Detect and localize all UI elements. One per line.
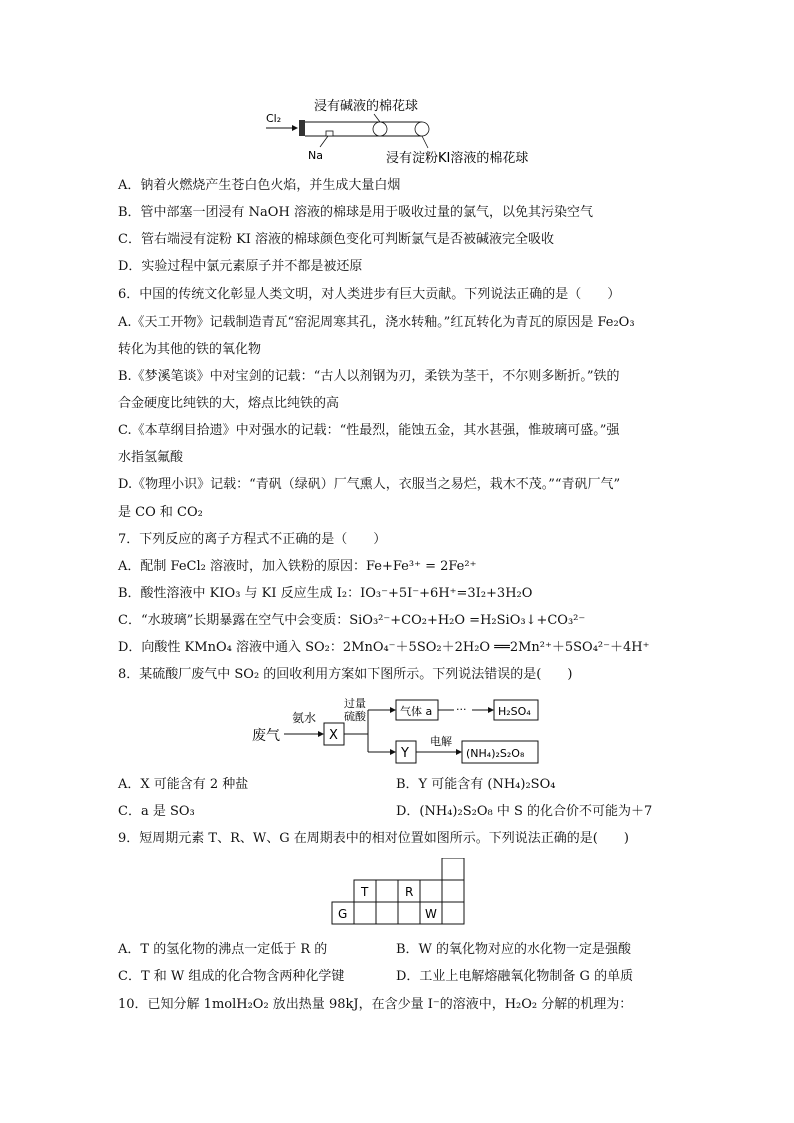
periodic-table-figure xyxy=(330,858,470,930)
ki-leader xyxy=(422,136,428,148)
flow-arrowhead-1 xyxy=(318,731,324,737)
flow-arrowhead-5 xyxy=(390,749,396,755)
q6-option-b-line2: 合金硬度比纯铁的大，熔点比纯铁的高 xyxy=(118,396,340,411)
q6-stem: 6．中国的传统文化彰显人类文明，对人类进步有巨大贡献。下列说法正确的是（ ） xyxy=(118,287,621,302)
label-alkali-ball: 浸有碱液的棉花球 xyxy=(314,99,419,114)
table-top-row xyxy=(442,858,464,880)
ki-cotton-ball xyxy=(415,122,429,136)
q6-option-c-line2: 水指氢氟酸 xyxy=(118,450,184,465)
alkali-cotton-ball xyxy=(373,122,387,136)
cl2-arrowhead xyxy=(292,125,298,131)
q7-option-b: B．酸性溶液中 KIO₃ 与 KI 反应生成 I₂：IO₃⁻+5I⁻+6H⁺=3I₂+3H₂O xyxy=(118,586,533,601)
q8-stem: 8．某硫酸厂废气中 SO₂ 的回收利用方案如下图所示。下列说法错误的是( ) xyxy=(118,667,573,682)
flow-product-label: (NH₄)₂S₂O₈ xyxy=(466,747,525,760)
flow-sulfuric-acid: 硫酸 xyxy=(344,710,366,723)
q7-option-d: D．向酸性 KMnO₄ 溶液中通入 SO₂：2MnO₄⁻＋5SO₂＋2H₂O ══2Mn²⁺＋5SO₄²⁻＋4H⁺ xyxy=(118,640,650,655)
q10-stem: 10．已知分解 1molH₂O₂ 放出热量 98kJ，在含少量 I⁻的溶液中，H₂O₂ 分解的机理为： xyxy=(118,997,633,1012)
flow-arrowhead-6 xyxy=(456,749,462,755)
alkali-leader xyxy=(374,114,380,122)
q6-option-c-line1: C.《本草纲目拾遗》中对强水的记载：“性最烈，能蚀五金，其水甚强，惟玻璃可盛。”强 xyxy=(118,423,620,438)
cell-w: W xyxy=(425,907,437,921)
flow-excess: 过量 xyxy=(344,697,366,710)
flow-ammonia: 氨水 xyxy=(292,711,317,725)
q5-option-d: D．实验过程中氯元素原子并不都是被还原 xyxy=(118,259,363,274)
table-bottom-row xyxy=(332,902,464,924)
q9-option-a: A．T 的氢化物的沸点一定低于 R 的 xyxy=(118,942,328,957)
q8-option-a: A．X 可能含有 2 种盐 xyxy=(118,777,249,792)
q6-option-d-line1: D.《物理小识》记载：“青矾（绿矾）厂气熏人，衣服当之易烂，栽木不茂。”“青矾厂气” xyxy=(118,477,621,492)
flow-dots: ··· xyxy=(456,703,467,716)
flowchart-figure xyxy=(250,694,550,766)
flow-y-label: Y xyxy=(401,746,409,761)
q5-option-c: C．管右端浸有淀粉 KI 溶液的棉球颜色变化可判断氯气是否被碱液完全吸收 xyxy=(118,232,555,247)
q9-option-d: D．工业上电解熔融氧化物制备 G 的单质 xyxy=(396,969,634,984)
flow-arrowhead-2 xyxy=(390,707,396,713)
cell-r: R xyxy=(405,885,414,899)
q7-stem: 7．下列反应的离子方程式不正确的是（ ） xyxy=(118,532,387,547)
flow-gas-a-label: 气体 a xyxy=(400,705,433,718)
na-leader xyxy=(320,136,328,147)
q6-option-a-line2: 转化为其他的铁的氧化物 xyxy=(118,342,262,357)
tube-stopper xyxy=(299,120,305,136)
q7-option-a: A．配制 FeCl₂ 溶液时，加入铁粉的原因：Fe+Fe³⁺ = 2Fe²⁺ xyxy=(118,559,477,574)
q5-option-b: B．管中部塞一团浸有 NaOH 溶液的棉球是用于吸收过量的氯气，以免其污染空气 xyxy=(118,205,593,220)
label-cl2: Cl₂ xyxy=(266,112,282,125)
na-sample xyxy=(326,131,333,136)
q9-option-c: C．T 和 W 组成的化合物含两种化学键 xyxy=(118,969,345,984)
q6-option-a-line1: A.《天工开物》记载制造青瓦“窑泥周寒其孔，浇水转釉。”红瓦转化为青瓦的原因是 Fe₂O₃ xyxy=(118,315,635,330)
q9-option-b: B．W 的氧化物对应的水化物一定是强酸 xyxy=(396,942,632,957)
label-ki-ball: 浸有淀粉KI溶液的棉花球 xyxy=(386,151,529,166)
cell-g: G xyxy=(338,907,348,921)
q7-option-c: C．“水玻璃”长期暴露在空气中会变质：SiO₃²⁻+CO₂+H₂O =H₂SiO₃↓+CO₃²⁻ xyxy=(118,613,586,628)
q8-option-b: B．Y 可能含有 (NH₄)₂SO₄ xyxy=(396,777,556,792)
q6-option-d-line2: 是 CO 和 CO₂ xyxy=(118,505,203,520)
q8-option-c: C．a 是 SO₃ xyxy=(118,804,195,819)
flow-arrowhead-4 xyxy=(488,707,494,713)
flow-x-label: X xyxy=(329,728,338,743)
cell-t: T xyxy=(361,885,369,899)
q5-option-a: A．钠着火燃烧产生苍白色火焰，并生成大量白烟 xyxy=(118,178,401,193)
flow-electrolysis: 电解 xyxy=(430,735,452,748)
q6-option-b-line1: B.《梦溪笔谈》中对宝剑的记载：“古人以剂钢为刃，柔铁为茎干，不尔则多断折。”铁的 xyxy=(118,369,620,384)
q9-stem: 9．短周期元素 T、R、W、G 在周期表中的相对位置如图所示。下列说法正确的是( ) xyxy=(118,831,629,846)
apparatus-figure xyxy=(262,92,562,172)
q8-option-d: D．(NH₄)₂S₂O₈ 中 S 的化合价不可能为＋7 xyxy=(396,804,653,819)
flow-waste-gas: 废气 xyxy=(252,728,280,744)
label-na: Na xyxy=(308,149,323,162)
flow-h2so4-label: H₂SO₄ xyxy=(498,705,531,718)
